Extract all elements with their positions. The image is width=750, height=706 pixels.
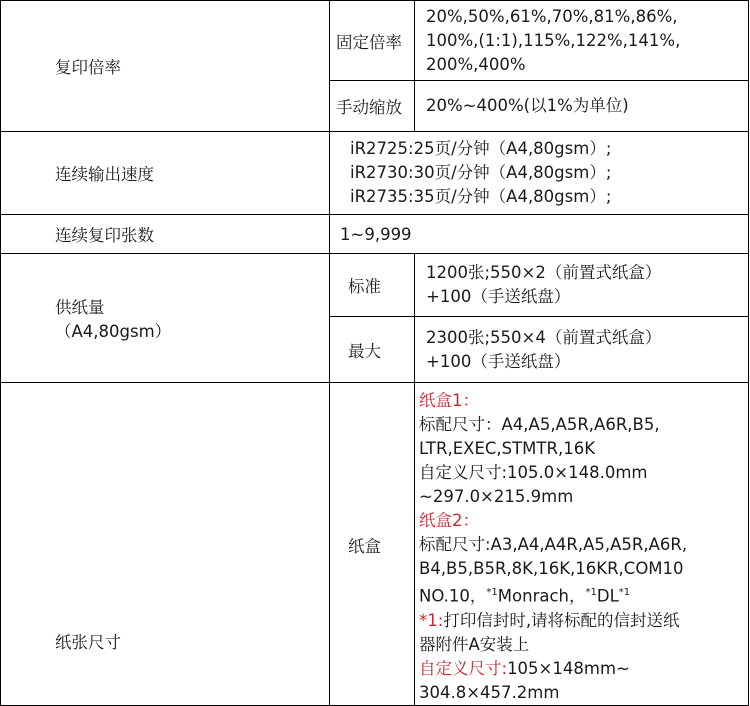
supply-max-label-cell bbox=[330, 317, 415, 383]
supply-standard-label-cell bbox=[330, 254, 415, 317]
zoom-fixed-label: 固定倍率 bbox=[336, 32, 402, 52]
supply-standard-line: 1200张;550×2（前置式纸盒） bbox=[426, 263, 662, 282]
zoom-name: 复印倍率 bbox=[55, 58, 121, 77]
zoom-fixed-line: 200%,400% bbox=[426, 54, 526, 74]
copies-value: 1~9,999 bbox=[340, 224, 412, 244]
supply-max-line: +100（手送纸盘） bbox=[426, 351, 571, 371]
supply-standard-label: 标准 bbox=[348, 277, 381, 296]
custom-line: 304.8×457.2mm bbox=[419, 682, 560, 702]
paper-size-tray-label: 纸盒 bbox=[348, 537, 381, 556]
zoom-manual-label-cell bbox=[330, 81, 415, 132]
paper-size-value-cell bbox=[415, 383, 749, 706]
copies-value-cell bbox=[330, 215, 749, 254]
speed-name: 连续输出速度 bbox=[55, 165, 154, 184]
note-line: 器附件A安装上 bbox=[419, 634, 530, 654]
zoom-fixed-label-cell bbox=[330, 1, 415, 81]
supply-name: 供纸量 bbox=[55, 298, 105, 317]
paper-size-name: 纸张尺寸 bbox=[55, 633, 121, 652]
zoom-manual-value-cell bbox=[415, 81, 749, 132]
supply-name-cell bbox=[1, 254, 330, 383]
footnote-mark: *1 bbox=[585, 587, 597, 598]
supply-max-line: 2300张;550×4（前置式纸盒） bbox=[426, 327, 662, 347]
custom-label: 自定义尺寸: bbox=[419, 658, 508, 678]
tray2-monrach: Monrach， bbox=[497, 586, 586, 606]
custom-value: 105×148mm~ bbox=[507, 658, 630, 678]
tray2-line: 标配尺寸:A3,A4,A4R,A5,A5R,A6R, bbox=[419, 535, 688, 554]
speed-line: iR2725:25页/分钟（A4,80gsm）; bbox=[350, 139, 612, 158]
zoom-name-cell bbox=[1, 1, 330, 132]
tray1-line: LTR,EXEC,STMTR,16K bbox=[419, 439, 596, 458]
copies-name-cell bbox=[1, 215, 330, 254]
supply-max-value-cell bbox=[415, 317, 749, 383]
speed-line: iR2730:30页/分钟（A4,80gsm）; bbox=[350, 163, 612, 182]
row-copies bbox=[1, 215, 749, 254]
row-paper-size bbox=[1, 383, 749, 706]
tray1-title: 纸盒1： bbox=[419, 391, 479, 410]
zoom-fixed-line: 100%,(1:1),115%,122%,141%, bbox=[426, 30, 681, 50]
row-supply-standard bbox=[1, 254, 749, 317]
supply-name-note: （A4,80gsm） bbox=[55, 322, 172, 341]
copies-name: 连续复印张数 bbox=[55, 226, 154, 245]
note-text: 打印信封时,请将标配的信封送纸 bbox=[443, 610, 680, 630]
paper-size-tray-label-cell bbox=[330, 383, 415, 706]
speed-value-cell bbox=[330, 132, 749, 215]
tray1-line: 标配尺寸：A4,A5,A5R,A6R,B5, bbox=[419, 415, 660, 434]
custom-line bbox=[419, 657, 748, 681]
row-speed bbox=[1, 132, 749, 215]
tray2-title: 纸盒2： bbox=[419, 511, 479, 530]
zoom-fixed-line: 20%,50%,61%,70%,81%,86%, bbox=[426, 6, 678, 26]
speed-line: iR2735:35页/分钟（A4,80gsm）; bbox=[350, 187, 612, 206]
tray1-line: 自定义尺寸:105.0×148.0mm bbox=[419, 463, 648, 482]
note-mark: *1: bbox=[419, 610, 444, 630]
zoom-fixed-value-cell bbox=[415, 1, 749, 81]
supply-max-label: 最大 bbox=[348, 341, 381, 361]
tray2-line: B4,B5,B5R,8K,16K,16KR,COM10 bbox=[419, 559, 684, 578]
tray1-line: ~297.0×215.9mm bbox=[419, 487, 574, 506]
tray2-dl: DL bbox=[596, 586, 619, 606]
row-zoom-fixed bbox=[1, 1, 749, 81]
footnote-mark: *1 bbox=[618, 587, 631, 598]
zoom-manual-value: 20%~400%(以1%为单位) bbox=[426, 96, 629, 115]
supply-standard-value-cell bbox=[415, 254, 749, 317]
supply-standard-line: +100（手送纸盘） bbox=[426, 287, 571, 306]
tray2-envelope: NO.10， bbox=[419, 586, 487, 606]
zoom-manual-label: 手动缩放 bbox=[336, 98, 402, 117]
tray2-envelope-line bbox=[419, 581, 748, 609]
paper-size-name-cell bbox=[1, 383, 330, 706]
footnote-mark: *1 bbox=[486, 587, 498, 598]
speed-name-cell bbox=[1, 132, 330, 215]
note-line bbox=[419, 609, 748, 633]
